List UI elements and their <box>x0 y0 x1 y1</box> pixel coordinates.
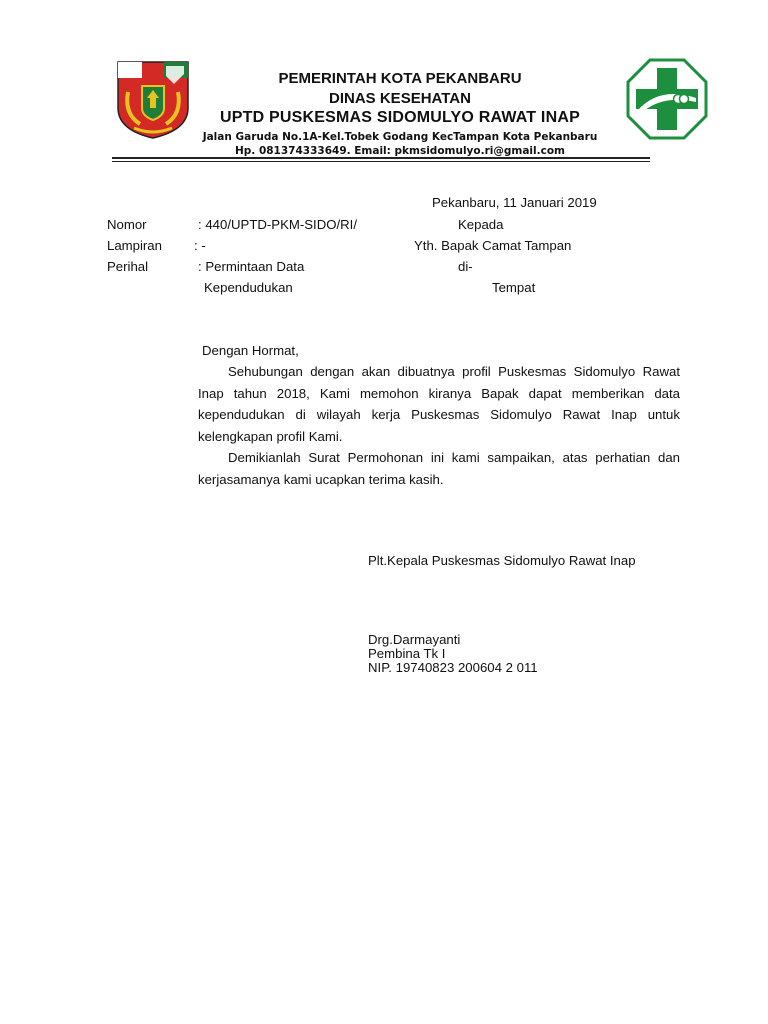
lampiran-label: Lampiran <box>107 238 162 253</box>
letter-date: Pekanbaru, 11 Januari 2019 <box>432 195 597 210</box>
letter-body <box>198 361 680 490</box>
signatory-nip: NIP. 19740823 200604 2 011 <box>368 660 538 675</box>
puskesmas-cross-logo-icon <box>626 58 708 140</box>
kop-divider-thin <box>112 161 650 162</box>
paragraph-closing: Demikianlah Surat Permohonan ini kami sampaikan, atas perhatian dan kerjasamanya kami ucapkan terima kasih. <box>198 450 680 487</box>
kop-line-institution: UPTD PUSKESMAS SIDOMULYO RAWAT INAP <box>220 109 580 126</box>
recipient-name: Yth. Bapak Camat Tampan <box>414 238 572 253</box>
kop-address: Jalan Garuda No.1A-Kel.Tobek Godang KecTampan Kota Pekanbaru <box>202 131 598 143</box>
kop-line-agency: DINAS KESEHATAN <box>329 90 471 107</box>
nomor-value: : 440/UPTD-PKM-SIDO/RI/ <box>198 217 358 232</box>
recipient-kepada: Kepada <box>458 217 504 232</box>
kop-divider-thick <box>112 157 650 159</box>
nomor-label: Nomor <box>107 217 147 232</box>
lampiran-value: : - <box>194 238 206 253</box>
greeting: Dengan Hormat, <box>202 343 299 358</box>
paragraph-request: Sehubungan dengan akan dibuatnya profil Puskesmas Sidomulyo Rawat Inap tahun 2018, Kami memohon kiranya Bapak dapat memberikan data kependudukan di wilayah kerja Puskesmas Sidomulyo Rawat Inap untuk kelengkapan profil Kami. <box>198 364 680 444</box>
kop-contact: Hp. 081374333649. Email: pkmsidomulyo.ri@gmail.com <box>235 145 565 157</box>
kop-line-government: PEMERINTAH KOTA PEKANBARU <box>278 70 522 87</box>
perihal-label: Perihal <box>107 259 149 274</box>
recipient-di: di- <box>458 259 473 274</box>
recipient-tempat: Tempat <box>492 280 536 295</box>
pekanbaru-city-emblem-icon <box>114 58 192 140</box>
perihal-value: : Permintaan Data <box>198 259 305 274</box>
signatory-name: Drg.Darmayanti <box>368 632 461 647</box>
signatory-rank: Pembina Tk I <box>368 646 446 661</box>
signatory-title: Plt.Kepala Puskesmas Sidomulyo Rawat Inap <box>368 553 636 568</box>
perihal-value-continued: Kependudukan <box>204 280 293 295</box>
